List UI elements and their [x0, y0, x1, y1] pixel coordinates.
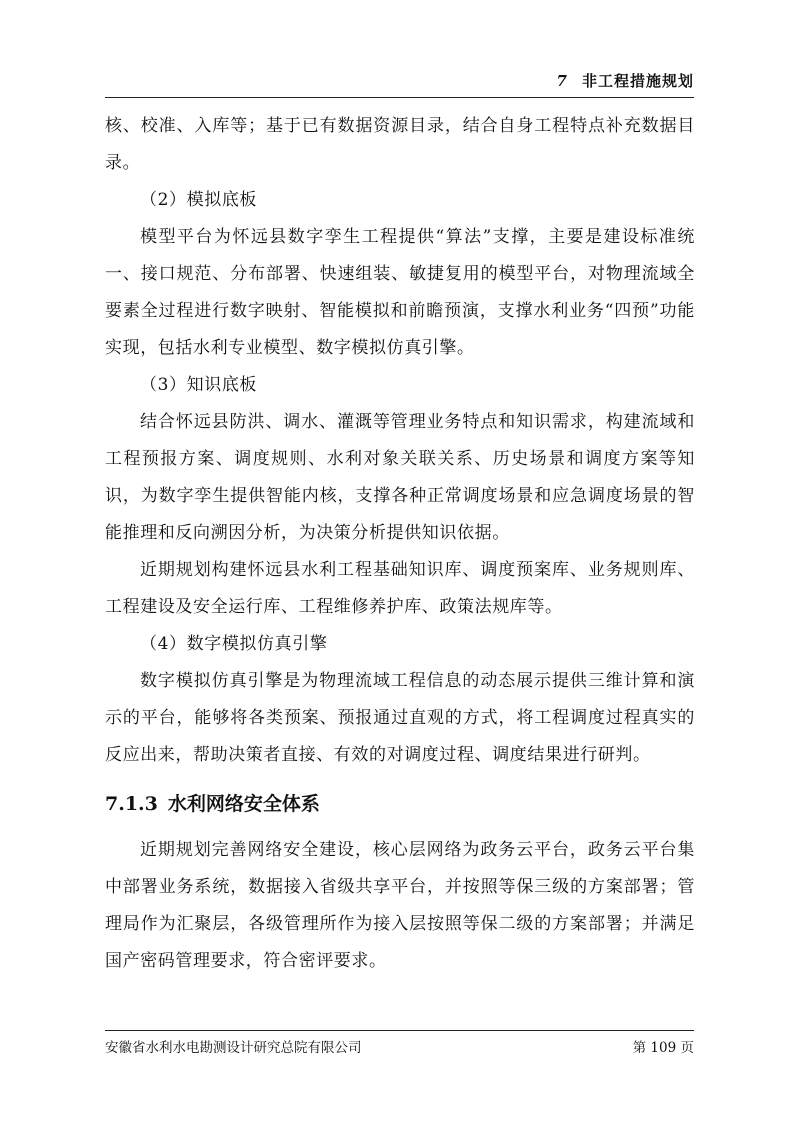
page-body	[105, 108, 695, 980]
section-number: 7.1.3	[105, 793, 158, 815]
footer-rule	[105, 1030, 694, 1031]
header-rule	[105, 97, 694, 98]
paragraph-continued: 核、校准、入库等；基于已有数据资源目录，结合自身工程特点补充数据目录。	[105, 116, 695, 173]
running-header	[557, 70, 694, 91]
paragraph-simulation-engine: 数字模拟仿真引擎是为物理流域工程信息的动态展示提供三维计算和演示的平台，能够将各类预案、预报通过直观的方式，将工程调度过程真实的反应出来，帮助决策者直接、有效的对调度过程、调度结果进行研判。	[105, 671, 695, 765]
chapter-title: 非工程措施规划	[581, 72, 694, 90]
section-title: 水利网络安全体系	[167, 793, 320, 815]
section-heading	[105, 784, 695, 824]
subheading-simulation-base: （2）模拟底板	[140, 190, 258, 210]
subheading-simulation-engine: （4）数字模拟仿真引擎	[140, 634, 328, 654]
page-number: 第 109 页	[632, 1040, 694, 1056]
paragraph-network-security: 近期规划完善网络安全建设，核心层网络为政务云平台，政务云平台集中部署业务系统，数据接入省级共享平台，并按照等保三级的方案部署；管理局作为汇聚层，各级管理所作为接入层按照等保二级的方案部署；并满足国产密码管理要求，符合密评要求。	[105, 840, 695, 971]
chapter-number: 7	[556, 72, 568, 90]
paragraph-knowledge-base: 结合怀远县防洪、调水、灌溉等管理业务特点和知识需求，构建流域和工程预报方案、调度规则、水利对象关联关系、历史场景和调度方案等知识，为数字孪生提供智能内核，支撑各种正常调度场景和应急调度场景的智能推理和反向溯因分析，为决策分析提供知识依据。	[105, 412, 695, 543]
paragraph-knowledge-plan: 近期规划构建怀远县水利工程基础知识库、调度预案库、业务规则库、工程建设及安全运行库、工程维修养护库、政策法规库等。	[105, 560, 695, 617]
paragraph-simulation-base: 模型平台为怀远县数字孪生工程提供“算法”支撑，主要是建设标准统一、接口规范、分布部署、快速组装、敏捷复用的模型平台，对物理流域全要素全过程进行数字映射、智能模拟和前瞻预演，支撑水利业务“四预”功能实现，包括水利专业模型、数字模拟仿真引擎。	[105, 227, 695, 358]
subheading-knowledge-base: （3）知识底板	[140, 375, 258, 395]
footer-organization: 安徽省水利水电勘测设计研究总院有限公司	[105, 1040, 362, 1056]
